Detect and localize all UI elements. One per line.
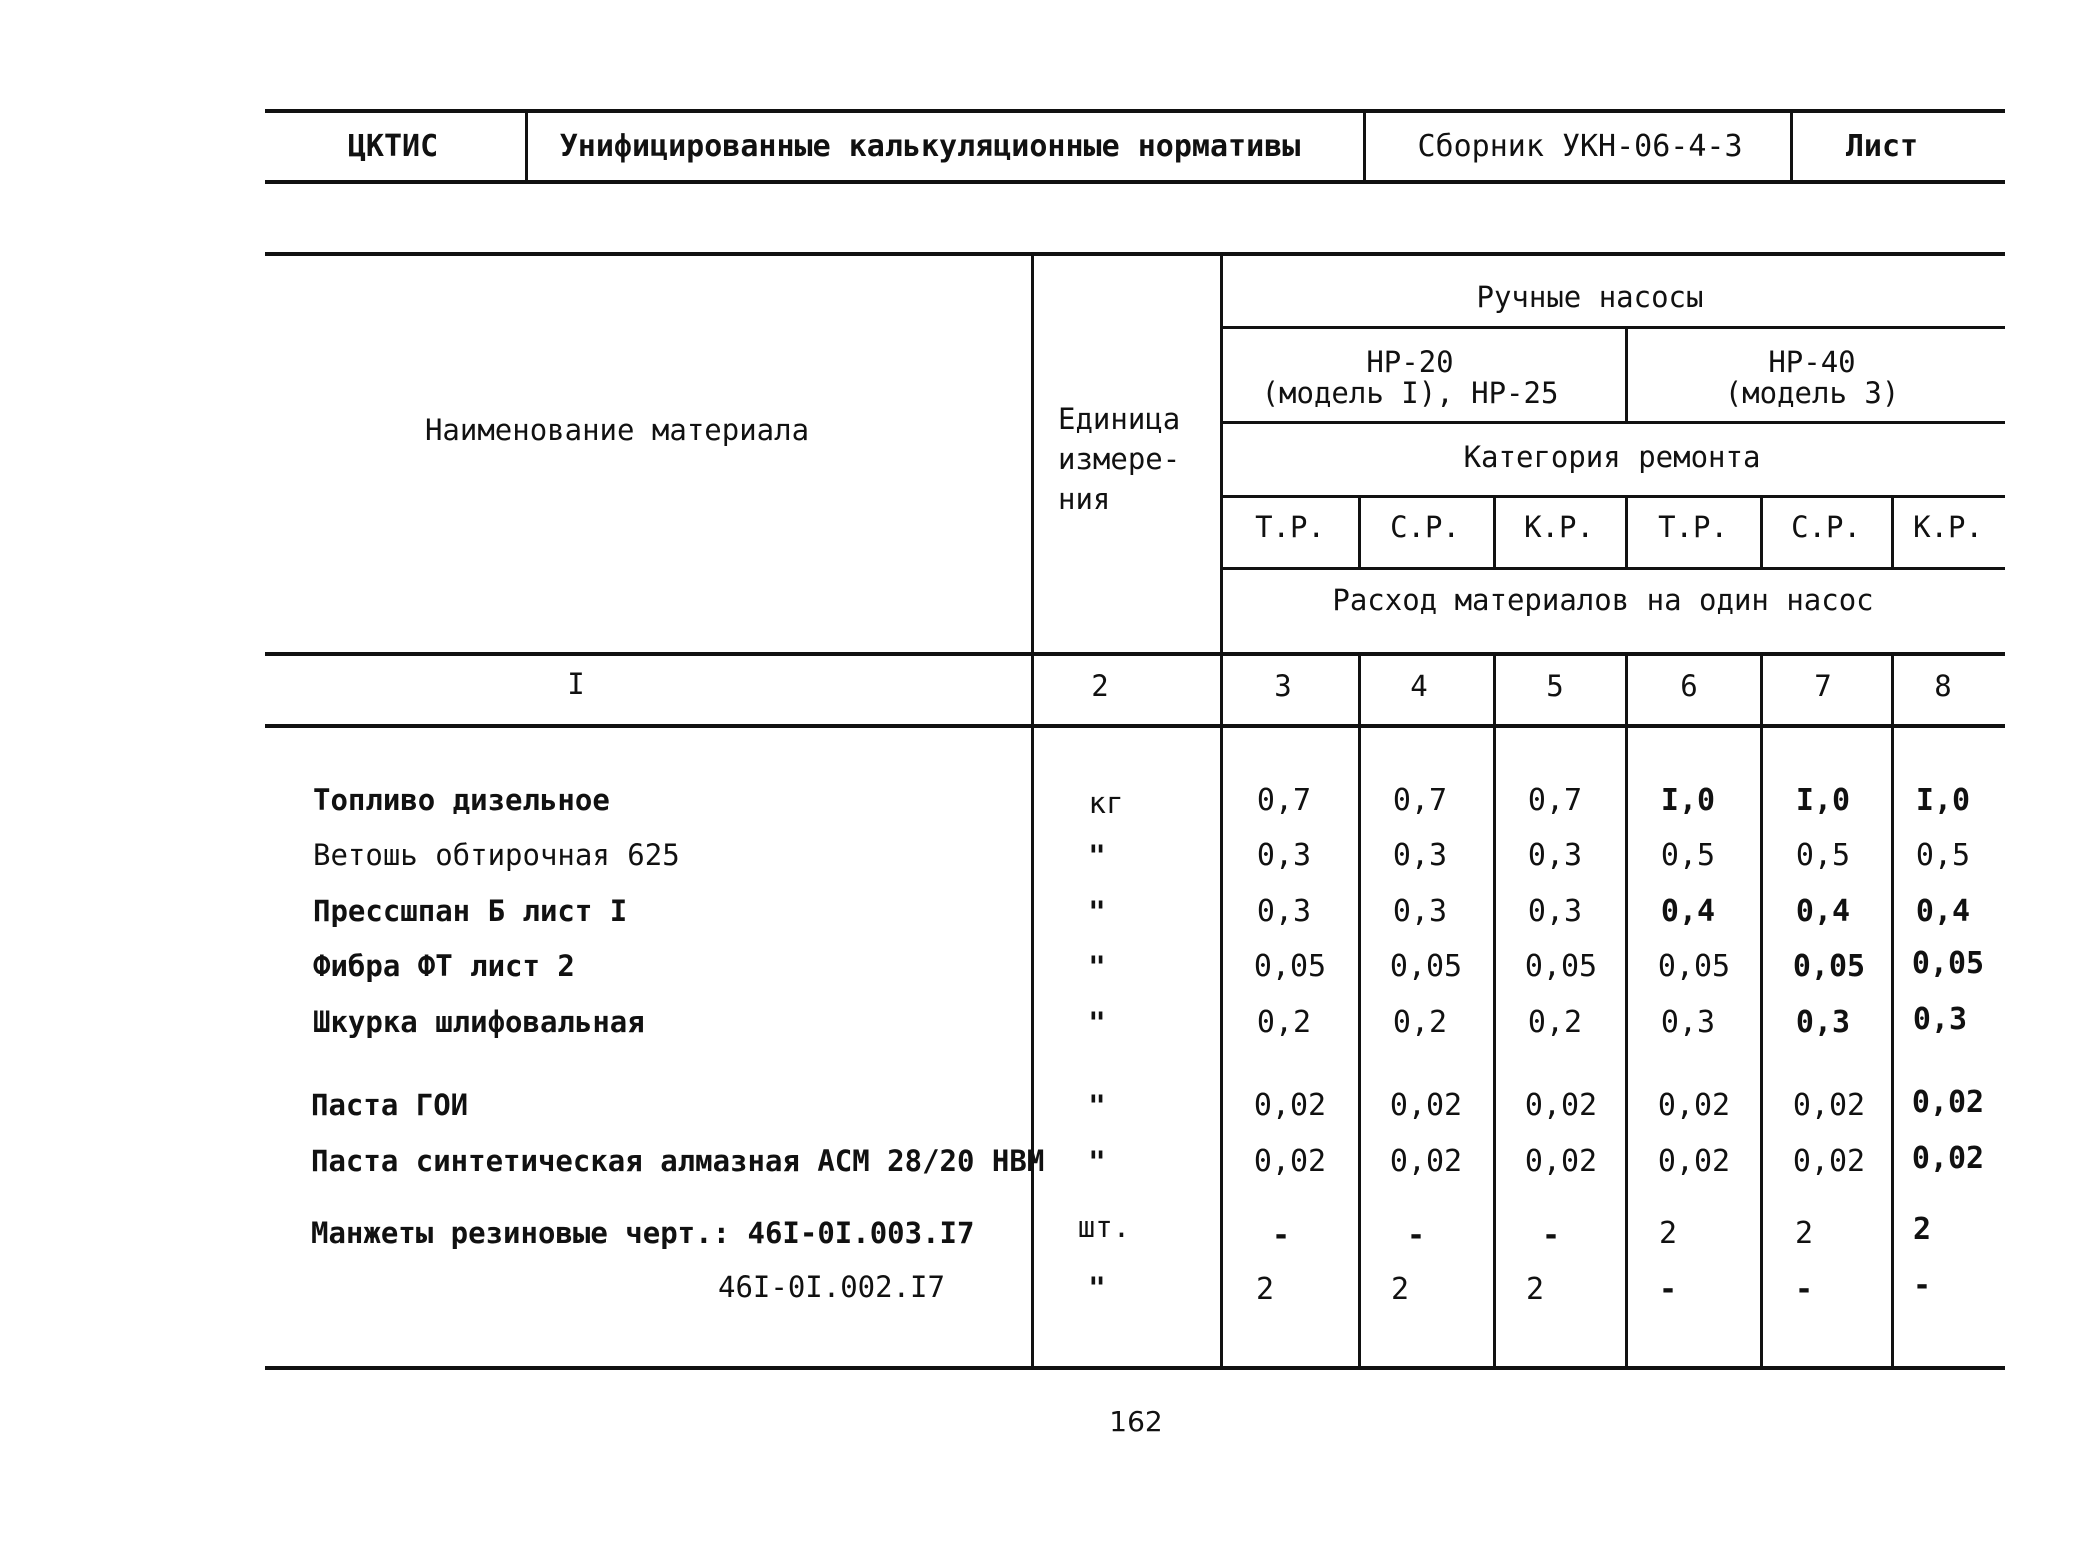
col-divider-5-body xyxy=(1493,654,1496,1368)
model-a-line2: (модель I), НР-25 xyxy=(1261,376,1559,410)
repair-type-2: С.Р. xyxy=(1390,510,1460,544)
row-value-8: 2 xyxy=(1912,1212,1932,1247)
row-value-3: - xyxy=(1271,1218,1291,1253)
row-unit: " xyxy=(1088,1089,1106,1123)
model-a-line1: НР-20 xyxy=(1366,345,1454,379)
row-value-6: 2 xyxy=(1658,1216,1678,1251)
consumption-label: Расход материалов на один насос xyxy=(1332,583,1874,617)
row-value-7: 0,02 xyxy=(1792,1088,1866,1123)
row-name: Фибра ФТ лист 2 xyxy=(313,949,575,983)
repair-category-rule xyxy=(1222,495,2005,498)
row-value-7: 0,5 xyxy=(1795,838,1851,873)
row-name: Ветошь обтирочная 625 xyxy=(313,838,680,872)
row-value-7: 0,02 xyxy=(1792,1144,1866,1179)
row-value-7: I,0 xyxy=(1795,783,1851,818)
col-number-6: 6 xyxy=(1680,669,1698,703)
header-title: Унифицированные калькуляционные нормативы xyxy=(559,129,1301,164)
row-value-3: 0,02 xyxy=(1253,1144,1327,1179)
header-divider-2 xyxy=(1363,111,1366,182)
row-value-8: - xyxy=(1912,1268,1932,1303)
row-value-8: 0,02 xyxy=(1911,1141,1985,1176)
header-collection: Сборник УКН-06-4-3 xyxy=(1417,129,1743,164)
col-divider-5 xyxy=(1493,497,1496,569)
row-value-7: 0,3 xyxy=(1795,1005,1851,1040)
row-value-6: 0,3 xyxy=(1660,1005,1716,1040)
header-org: ЦКТИС xyxy=(347,129,439,164)
col-name-header: Наименование материала xyxy=(424,413,810,447)
row-name: Паста синтетическая алмазная АСМ 28/20 НВМ xyxy=(311,1144,1045,1178)
row-value-7: 0,05 xyxy=(1792,949,1866,984)
row-value-5: 0,02 xyxy=(1524,1088,1598,1123)
repair-type-rule xyxy=(1222,567,2005,570)
repair-type-3: К.Р. xyxy=(1524,510,1594,544)
row-name: Топливо дизельное xyxy=(313,783,610,817)
row-unit: " xyxy=(1088,1006,1106,1040)
row-value-4: 0,02 xyxy=(1389,1144,1463,1179)
col-divider-name xyxy=(1031,254,1034,1368)
row-name: 46I-0I.002.I7 xyxy=(718,1270,945,1304)
model-b-header xyxy=(1725,347,1900,409)
repair-type-4: Т.Р. xyxy=(1658,510,1728,544)
col-divider-7-body xyxy=(1760,654,1763,1368)
col-unit-header: Единица измере-ния xyxy=(1058,402,1181,516)
table-top-rule xyxy=(265,252,2005,256)
row-value-4: 0,2 xyxy=(1392,1005,1448,1040)
col-number-5: 5 xyxy=(1546,669,1564,703)
row-value-4: 0,3 xyxy=(1392,838,1448,873)
col-divider-unit xyxy=(1220,254,1223,1368)
row-value-3: 0,02 xyxy=(1253,1088,1327,1123)
row-value-6: 0,02 xyxy=(1657,1088,1731,1123)
row-value-6: 0,5 xyxy=(1660,838,1716,873)
row-unit: шт. xyxy=(1077,1210,1131,1244)
row-value-7: 0,4 xyxy=(1795,894,1851,929)
row-value-4: 0,7 xyxy=(1392,783,1448,818)
model-b-line1: НР-40 xyxy=(1768,345,1856,379)
col-number-2: 2 xyxy=(1091,669,1109,703)
row-value-4: 0,05 xyxy=(1389,949,1463,984)
col-number-8: 8 xyxy=(1934,669,1952,703)
row-value-5: 0,3 xyxy=(1527,838,1583,873)
row-unit: " xyxy=(1088,895,1106,929)
row-value-3: 0,3 xyxy=(1256,894,1312,929)
header-divider-3 xyxy=(1790,111,1793,182)
row-value-5: 0,3 xyxy=(1527,894,1583,929)
row-value-5: 0,02 xyxy=(1524,1144,1598,1179)
col-number-3: 3 xyxy=(1274,669,1292,703)
row-value-3: 0,7 xyxy=(1256,783,1312,818)
row-value-7: 2 xyxy=(1794,1216,1814,1251)
group-header: Ручные насосы xyxy=(1476,280,1704,314)
row-unit: " xyxy=(1088,1271,1106,1305)
col-number-1: I xyxy=(567,667,585,701)
repair-type-5: С.Р. xyxy=(1791,510,1861,544)
model-rule xyxy=(1222,421,2005,424)
col-number-4: 4 xyxy=(1410,669,1428,703)
row-value-4: 0,3 xyxy=(1392,894,1448,929)
col-number-7: 7 xyxy=(1814,669,1832,703)
row-value-5: 2 xyxy=(1525,1272,1545,1307)
group-header-rule xyxy=(1222,326,2005,329)
row-value-8: 0,02 xyxy=(1911,1085,1985,1120)
row-unit: кг xyxy=(1088,786,1124,820)
row-name: Паста ГОИ xyxy=(311,1088,469,1122)
table-bottom-rule xyxy=(265,1366,2005,1370)
col-divider-6-body xyxy=(1625,654,1628,1368)
row-value-3: 0,05 xyxy=(1253,949,1327,984)
repair-type-6: К.Р. xyxy=(1913,510,1983,544)
row-value-3: 2 xyxy=(1255,1272,1275,1307)
row-value-6: I,0 xyxy=(1660,783,1716,818)
header-divider-1 xyxy=(525,111,528,182)
page-number: 162 xyxy=(1109,1405,1163,1438)
model-a-header xyxy=(1262,347,1559,409)
row-value-6: 0,02 xyxy=(1657,1144,1731,1179)
row-value-5: - xyxy=(1541,1218,1561,1253)
col-divider-8 xyxy=(1891,497,1894,569)
row-value-5: 0,05 xyxy=(1524,949,1598,984)
col-divider-8-body xyxy=(1891,654,1894,1368)
model-b-line2: (модель 3) xyxy=(1724,376,1900,410)
repair-type-1: Т.Р. xyxy=(1255,510,1325,544)
row-unit: " xyxy=(1088,1145,1106,1179)
row-value-6: 0,05 xyxy=(1657,949,1731,984)
row-name: Шкурка шлифовальная xyxy=(313,1005,645,1039)
col-divider-model xyxy=(1625,328,1628,423)
row-value-8: 0,4 xyxy=(1915,894,1971,929)
row-unit: " xyxy=(1088,950,1106,984)
row-value-5: 0,7 xyxy=(1527,783,1583,818)
row-name: Прессшпан Б лист I xyxy=(313,894,628,928)
row-name: Манжеты резиновые черт.: 46I-0I.003.I7 xyxy=(311,1216,975,1250)
row-value-4: 0,02 xyxy=(1389,1088,1463,1123)
row-value-3: 0,2 xyxy=(1256,1005,1312,1040)
col-divider-4 xyxy=(1358,497,1361,569)
row-value-6: 0,4 xyxy=(1660,894,1716,929)
column-number-rule xyxy=(265,724,2005,728)
header-bottom-table-rule xyxy=(265,652,2005,656)
row-value-8: 0,3 xyxy=(1912,1002,1968,1037)
row-value-3: 0,3 xyxy=(1256,838,1312,873)
col-divider-6 xyxy=(1625,497,1628,569)
row-unit: " xyxy=(1088,839,1106,873)
row-value-4: 2 xyxy=(1390,1272,1410,1307)
header-sheet-label: Лист xyxy=(1845,129,1919,164)
repair-category-header: Категория ремонта xyxy=(1463,440,1761,474)
row-value-5: 0,2 xyxy=(1527,1005,1583,1040)
row-value-4: - xyxy=(1406,1218,1426,1253)
row-value-7: - xyxy=(1794,1272,1814,1307)
row-value-8: 0,5 xyxy=(1915,838,1971,873)
row-value-8: 0,05 xyxy=(1911,946,1985,981)
row-value-8: I,0 xyxy=(1915,783,1971,818)
col-divider-7 xyxy=(1760,497,1763,569)
row-value-6: - xyxy=(1658,1272,1678,1307)
col-divider-4-body xyxy=(1358,654,1361,1368)
